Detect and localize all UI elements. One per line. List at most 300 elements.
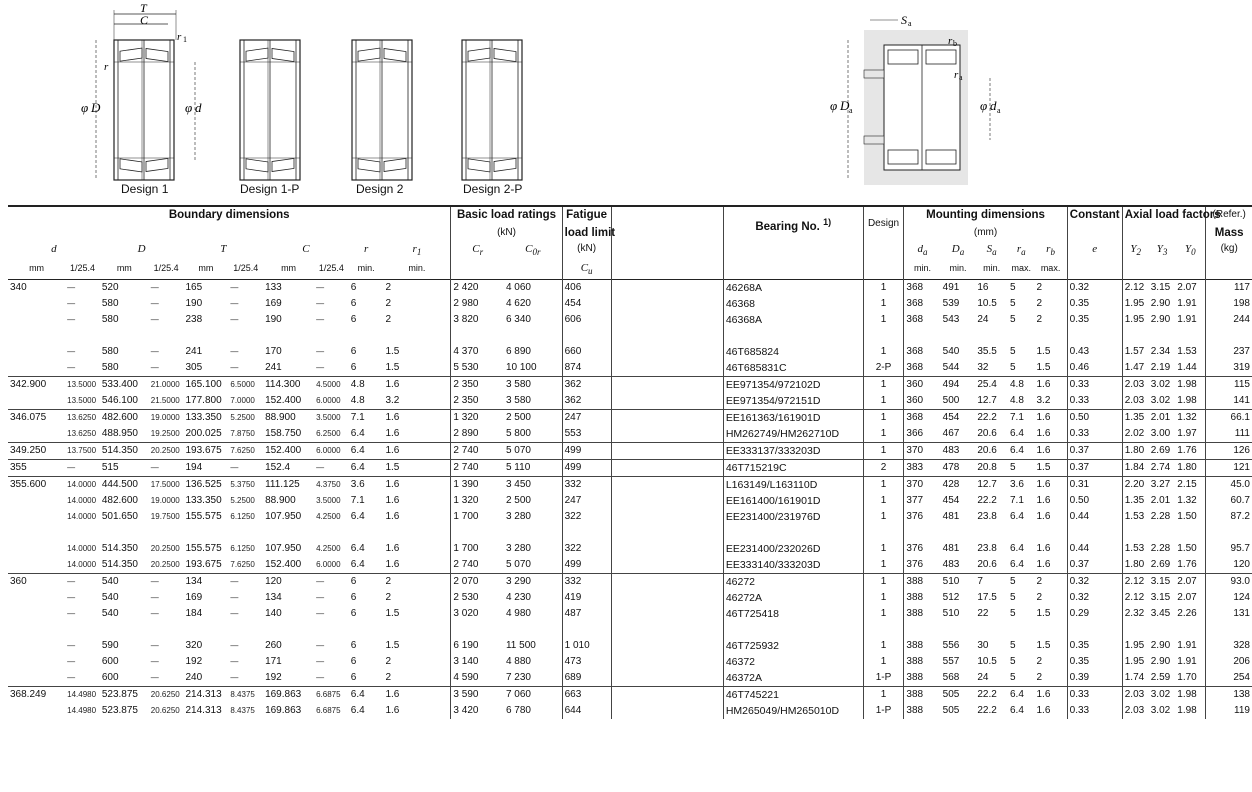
- cell-da: 360: [904, 377, 941, 394]
- cell-Dfr: 20.6250: [149, 687, 184, 704]
- header-design: Design: [863, 206, 904, 241]
- cell-mass: 126: [1206, 443, 1252, 460]
- label-D: D: [91, 100, 101, 115]
- header-boundary: Boundary dimensions: [168, 209, 290, 221]
- cell-des: 1: [863, 443, 904, 460]
- header-Cu: C: [580, 262, 589, 275]
- cell-D: 580: [101, 298, 119, 310]
- cell-D: 540: [100, 574, 149, 591]
- cell-da: 368: [904, 344, 941, 360]
- caption-design-2p: Design 2-P: [463, 182, 523, 196]
- unit-min: min.: [904, 260, 941, 280]
- table-row: [8, 460, 1252, 477]
- cell-rb: 1.6: [1035, 687, 1068, 704]
- cell-Dfr: 20.2500: [150, 560, 180, 570]
- header-Cor: C: [525, 243, 533, 255]
- cell-Y3: 2.01: [1150, 495, 1171, 507]
- cell-r: 6.4: [349, 443, 384, 460]
- cell-Sa: 24: [977, 314, 989, 326]
- table-row: [8, 344, 1252, 360]
- cell-da: 368: [904, 280, 941, 297]
- cell-Cu: 1 010: [562, 638, 611, 654]
- unit-min: min.: [949, 263, 967, 274]
- cell-Cfr: —: [316, 315, 325, 325]
- cell-Y2: 2.12: [1122, 574, 1149, 591]
- cell-Y0: 2.26: [1177, 608, 1197, 620]
- cell-d: 349.250: [8, 443, 65, 460]
- cell-Cu: 553: [562, 426, 611, 443]
- header-Y0: Y: [1185, 243, 1192, 255]
- cell-mass: 131: [1206, 606, 1252, 622]
- cell-Cfr: —: [316, 673, 325, 683]
- cell-da: 388: [904, 687, 941, 704]
- cell-Dfr: 19.0000: [150, 496, 180, 506]
- cell-D: 600: [101, 656, 119, 668]
- cell-Cor: 6 340: [505, 314, 531, 326]
- cell-ra: 5: [1009, 640, 1016, 652]
- cell-Y3: 3.15: [1150, 592, 1171, 604]
- cell-d: [8, 557, 65, 574]
- cell-mass: 237: [1206, 344, 1252, 360]
- cell-Cr: 2 740: [451, 460, 504, 477]
- cell-r1: 2: [385, 592, 392, 604]
- unit-min: min.: [408, 263, 426, 274]
- cell-Da: 557: [942, 656, 960, 668]
- cell-des: 1: [863, 477, 904, 494]
- cell-r1: 1.6: [385, 543, 400, 555]
- cell-Cu: 332: [562, 477, 611, 494]
- cell-Y3: 2.90: [1150, 640, 1171, 652]
- cell-T: 165.100: [183, 377, 228, 394]
- cell-ra: 3.6: [1008, 477, 1035, 494]
- cell-no: EE333137/333203D: [723, 443, 863, 460]
- cell-Cor: 6 890: [505, 346, 531, 358]
- cell-d: [8, 509, 65, 525]
- table-row: [8, 280, 1252, 297]
- cell-des: 1: [863, 557, 904, 574]
- cell-dfr: —: [67, 609, 76, 619]
- table-row: [8, 410, 1252, 427]
- cell-rb: 1.5: [1036, 362, 1051, 374]
- cell-dfr: 14.0000: [67, 544, 97, 554]
- cell-des: 1: [863, 687, 904, 704]
- cell-T: 155.575: [185, 511, 222, 523]
- cell-ra: 6.4: [1008, 687, 1035, 704]
- cell-Cr: 2 350: [451, 393, 504, 410]
- cell-mass: 115: [1206, 377, 1252, 394]
- cell-Cu: 487: [562, 606, 611, 622]
- cell-ra: 5: [1009, 314, 1016, 326]
- header-col-r: r: [363, 243, 369, 255]
- cell-Cu: 663: [562, 687, 611, 704]
- cell-r: 6: [350, 346, 357, 358]
- cell-Da: 556: [942, 640, 960, 652]
- cell-Y2: 1.95: [1122, 296, 1149, 312]
- header-Y2-sub: 2: [1136, 247, 1142, 258]
- cell-Y0: 2.15: [1175, 477, 1206, 494]
- cell-D: 523.875: [100, 687, 149, 704]
- design-1p-drawing: [240, 40, 300, 180]
- cell-Y3: 2.28: [1150, 543, 1171, 555]
- cell-r1: 1.5: [385, 346, 400, 358]
- cell-da: 376: [904, 557, 941, 574]
- cell-Cr: 2 070: [451, 574, 504, 591]
- cell-T: 192: [185, 656, 203, 668]
- header-basic-load: Basic load ratings: [451, 206, 562, 225]
- cell-D: 580: [101, 346, 119, 358]
- cell-Tfr: —: [230, 363, 239, 373]
- cell-Da: 500: [942, 395, 960, 407]
- cell-Cu: 362: [562, 393, 611, 410]
- cell-rb: 1.6: [1035, 443, 1068, 460]
- cell-Cfr: —: [316, 347, 325, 357]
- cell-dfr: —: [67, 347, 76, 357]
- cell-Tfr: 5.3750: [228, 477, 263, 494]
- cell-d: [8, 312, 65, 328]
- label-r1-sub: 1: [183, 35, 187, 44]
- cell-r1: 2: [385, 314, 392, 326]
- cell-e: 0.33: [1067, 377, 1122, 394]
- cell-des: 1-P: [863, 703, 904, 719]
- cell-r1: 1.6: [383, 410, 450, 427]
- unit-mm: mm: [198, 263, 214, 274]
- header-col-T: T: [220, 243, 227, 255]
- cell-des: 1: [863, 509, 904, 525]
- cell-Cor: 3 580: [505, 395, 531, 407]
- cell-no: 46T725418: [723, 606, 863, 622]
- cell-Y0: 1.80: [1175, 460, 1206, 477]
- cell-C: 152.4: [263, 460, 314, 477]
- cell-r: 6: [350, 314, 357, 326]
- cell-Da: 544: [942, 362, 960, 374]
- cell-Cu: 247: [562, 410, 611, 427]
- cell-Cu: 473: [562, 654, 611, 670]
- label-ra-sub: a: [959, 73, 963, 82]
- cell-Cr: 2 350: [451, 377, 504, 394]
- cell-Dfr: 20.6250: [150, 706, 180, 716]
- cell-r1: 1.6: [383, 477, 450, 494]
- cell-des: 1: [863, 296, 904, 312]
- cell-mass: 87.2: [1206, 509, 1252, 525]
- cell-Da: 478: [941, 460, 976, 477]
- cell-ra: 6.4: [1009, 559, 1024, 571]
- cell-Y0: 2.07: [1177, 282, 1197, 294]
- cell-Y2: 1.47: [1122, 360, 1149, 377]
- row-gap: [8, 328, 1252, 344]
- cell-Cu: 644: [562, 703, 611, 719]
- cell-Sa: 12.7: [977, 395, 997, 407]
- cell-D: 482.600: [100, 410, 149, 427]
- cell-Y3: 2.28: [1150, 511, 1171, 523]
- cell-mass: 120: [1206, 557, 1252, 574]
- cell-da: 388: [904, 703, 941, 719]
- cell-Da: 467: [942, 428, 960, 440]
- cell-dfr: 13.5000: [65, 377, 100, 394]
- cell-mass: 117: [1206, 280, 1252, 297]
- cell-r1: 1.5: [385, 608, 400, 620]
- cell-Dfr: —: [150, 657, 159, 667]
- cell-e: 0.37: [1067, 557, 1122, 574]
- cell-no: 46272: [723, 574, 863, 591]
- cell-Da: 505: [942, 705, 960, 717]
- row-gap: [8, 525, 1252, 541]
- cell-T: 193.675: [183, 443, 228, 460]
- cell-r1: 1.6: [383, 687, 450, 704]
- cell-d: 342.900: [8, 377, 65, 394]
- cell-da: 388: [904, 590, 941, 606]
- cell-Y3: 2.59: [1150, 672, 1171, 684]
- cell-Sa: 20.6: [975, 443, 1008, 460]
- cell-T: 133.350: [185, 495, 222, 507]
- cell-T: 200.025: [185, 428, 222, 440]
- cell-Y2: 1.84: [1122, 460, 1149, 477]
- cell-mass: 124: [1206, 590, 1252, 606]
- cell-ra: 5: [1009, 298, 1016, 310]
- cell-Cu: 322: [562, 509, 611, 525]
- cell-Cu: 247: [562, 493, 611, 509]
- cell-T: 184: [185, 608, 203, 620]
- cell-D: 600: [101, 672, 119, 684]
- cell-d: [8, 703, 65, 719]
- cell-ra: 5: [1009, 362, 1016, 374]
- cell-Da: 481: [942, 511, 960, 523]
- cell-Cor: 6 780: [505, 705, 531, 717]
- header-Da-sub: a: [959, 247, 965, 258]
- header-mass: Mass: [1206, 225, 1252, 241]
- cell-rb: 2: [1036, 282, 1043, 294]
- cell-e: 0.35: [1067, 654, 1122, 670]
- cell-e: 0.32: [1067, 574, 1122, 591]
- table-row: [8, 687, 1252, 704]
- cell-no: 46T715219C: [723, 460, 863, 477]
- cell-dfr: —: [67, 593, 76, 603]
- cell-Dfr: 21.0000: [149, 377, 184, 394]
- header-mass-unit: (kg): [1206, 241, 1252, 260]
- cell-mass: 254: [1206, 670, 1252, 687]
- cell-dfr: 14.4980: [67, 706, 97, 716]
- cell-Dfr: —: [150, 283, 159, 293]
- cell-no: 46T685824: [723, 344, 863, 360]
- cell-da: 360: [904, 393, 941, 410]
- cell-ra: 6.4: [1009, 428, 1024, 440]
- unit-mm: mm: [29, 263, 45, 274]
- cell-Sa: 32: [977, 362, 989, 374]
- cell-Sa: 22.2: [975, 410, 1008, 427]
- cell-mass: 319: [1206, 360, 1252, 377]
- cell-Da: 454: [941, 410, 976, 427]
- cell-Y2: 1.53: [1122, 509, 1149, 525]
- cell-Dfr: 19.7500: [150, 512, 180, 522]
- cell-T: 169: [185, 592, 203, 604]
- cell-rb: 3.2: [1036, 395, 1051, 407]
- cell-da: 376: [904, 541, 941, 557]
- header-da: d: [917, 243, 924, 255]
- table-row: [8, 670, 1252, 687]
- label-phi-Da: φ: [830, 98, 838, 113]
- cell-no: EE231400/231976D: [723, 509, 863, 525]
- cell-Cu: 419: [562, 590, 611, 606]
- cell-Sa: 30: [977, 640, 989, 652]
- table-row: [8, 654, 1252, 670]
- cell-T: 133.350: [183, 410, 228, 427]
- cell-Cfr: —: [316, 299, 325, 309]
- cell-Cor: 2 500: [505, 495, 531, 507]
- cell-Y0: 1.32: [1175, 410, 1206, 427]
- cell-Cor: 4 620: [505, 298, 531, 310]
- cell-d: [8, 344, 65, 360]
- cell-ra: 5: [1008, 460, 1035, 477]
- cell-Cu: 454: [562, 296, 611, 312]
- cell-ra: 5: [1009, 282, 1016, 294]
- cell-r: 6: [350, 298, 357, 310]
- cell-da: 366: [904, 426, 941, 443]
- cell-Cr: 3 140: [451, 654, 504, 670]
- cell-e: 0.33: [1067, 687, 1122, 704]
- unit-max: max.: [1040, 263, 1061, 274]
- cell-e: 0.50: [1067, 493, 1122, 509]
- cell-Tfr: —: [230, 593, 239, 603]
- cell-Cu: 332: [562, 574, 611, 591]
- cell-Y2: 2.12: [1122, 590, 1149, 606]
- header-fatigue-unit: (kN): [562, 241, 611, 260]
- cell-C: 107.950: [265, 543, 302, 555]
- cell-r1: 1.6: [385, 495, 400, 507]
- label-Sa: S: [901, 13, 907, 27]
- cell-C: 134: [265, 592, 282, 604]
- cell-Dfr: —: [150, 315, 159, 325]
- cell-C: 114.300: [263, 377, 314, 394]
- cell-rb: 1.5: [1036, 640, 1051, 652]
- cell-D: 514.350: [100, 443, 149, 460]
- cell-D: 540: [101, 592, 119, 604]
- cell-da: 388: [904, 638, 941, 654]
- cell-dfr: —: [67, 363, 76, 373]
- cell-e: 0.39: [1067, 670, 1122, 687]
- cell-Y3: 2.01: [1149, 410, 1176, 427]
- unit-frac: 1/25.4: [233, 263, 259, 274]
- cell-Y0: 1.98: [1177, 705, 1197, 717]
- cell-Dfr: —: [150, 363, 159, 373]
- cell-Y0: 1.98: [1175, 687, 1206, 704]
- cell-C: 111.125: [263, 477, 314, 494]
- cell-Cr: 2 890: [451, 426, 504, 443]
- cell-Y0: 1.91: [1177, 298, 1197, 310]
- cell-no: EE161400/161901D: [723, 493, 863, 509]
- header-refer: (Refer.): [1206, 206, 1252, 225]
- cell-Y0: 1.91: [1177, 314, 1197, 326]
- cell-D: 580: [101, 314, 119, 326]
- cell-Y3: 2.34: [1150, 346, 1171, 358]
- cell-rb: 1.6: [1035, 477, 1068, 494]
- table-row: [8, 426, 1252, 443]
- cell-Y2: 1.35: [1122, 493, 1149, 509]
- cell-Cfr: —: [314, 574, 349, 591]
- label-C: C: [140, 13, 149, 27]
- cell-Cor: 5 070: [504, 443, 562, 460]
- cell-ra: 6.4: [1009, 543, 1024, 555]
- header-bearing-note: 1): [823, 216, 832, 227]
- cell-no: 46368A: [723, 312, 863, 328]
- cell-no: HM265049/HM265010D: [723, 703, 863, 719]
- label-Da-sub: a: [849, 106, 853, 115]
- cell-da: 368: [904, 312, 941, 328]
- cell-T: 136.525: [183, 477, 228, 494]
- cell-Cr: 2 980: [451, 296, 504, 312]
- cell-T: 177.800: [185, 395, 222, 407]
- header-Cr: C: [472, 243, 480, 255]
- cell-mass: 121: [1206, 460, 1252, 477]
- cell-Y0: 1.50: [1177, 543, 1197, 555]
- cell-Y3: 2.90: [1150, 656, 1171, 668]
- cell-Y3: 3.00: [1150, 428, 1171, 440]
- cell-r: 4.8: [350, 395, 365, 407]
- cell-Tfr: 6.5000: [228, 377, 263, 394]
- cell-Cr: 3 020: [451, 606, 504, 622]
- cell-dfr: —: [67, 657, 76, 667]
- cell-no: 46372A: [723, 670, 863, 687]
- cell-Y2: 2.03: [1122, 393, 1149, 410]
- cell-no: 46T745221: [723, 687, 863, 704]
- cell-des: 1: [863, 393, 904, 410]
- cell-Y2: 2.03: [1122, 703, 1149, 719]
- header-Cu-sub: u: [588, 266, 593, 277]
- cell-Cfr: 3.5000: [316, 496, 341, 506]
- cell-Sa: 22.2: [977, 495, 997, 507]
- cell-Cfr: 4.2500: [316, 544, 341, 554]
- cell-rb: 1.6: [1035, 377, 1068, 394]
- cell-C: 88.900: [265, 495, 296, 507]
- cell-no: 46368: [723, 296, 863, 312]
- label-rb: r: [948, 35, 953, 47]
- cell-C: 169.863: [263, 687, 314, 704]
- cell-des: 1: [863, 493, 904, 509]
- cell-Cor: 7 060: [504, 687, 562, 704]
- cell-no: EE971354/972151D: [723, 393, 863, 410]
- cell-T: 165: [185, 282, 203, 294]
- cell-ra: 7.1: [1009, 495, 1024, 507]
- cell-ra: 4.8: [1009, 395, 1024, 407]
- cell-Y3: 3.02: [1149, 687, 1176, 704]
- cell-Sa: 20.6: [977, 559, 997, 571]
- cell-Cu: 499: [562, 443, 611, 460]
- cell-Cfr: 4.3750: [314, 477, 349, 494]
- cell-rb: 2: [1036, 672, 1043, 684]
- cell-C: 152.400: [265, 559, 302, 571]
- cell-Y2: 2.12: [1122, 280, 1149, 297]
- cell-r1: 2: [383, 574, 450, 591]
- cell-rb: 1.6: [1035, 410, 1068, 427]
- cell-D: 580: [101, 362, 119, 374]
- label-da: d: [990, 98, 997, 113]
- cell-Cor: 11 500: [505, 640, 536, 652]
- cell-no: EE333140/333203D: [723, 557, 863, 574]
- cell-Sa: 10.5: [977, 656, 997, 668]
- cell-e: 0.33: [1067, 703, 1122, 719]
- cell-e: 0.37: [1067, 443, 1122, 460]
- cell-d: [8, 393, 65, 410]
- cell-T: 240: [185, 672, 203, 684]
- cell-ra: 5: [1009, 672, 1016, 684]
- cell-Y0: 1.32: [1177, 495, 1197, 507]
- cell-r1: 1.6: [385, 511, 400, 523]
- cell-Y0: 2.07: [1177, 592, 1197, 604]
- cell-dfr: —: [67, 641, 76, 651]
- cell-Cor: 4 880: [505, 656, 531, 668]
- cell-Tfr: 6.1250: [230, 544, 255, 554]
- header-constant: Constant: [1067, 206, 1122, 225]
- unit-frac: 1/25.4: [69, 263, 95, 274]
- cell-Da: 543: [942, 314, 960, 326]
